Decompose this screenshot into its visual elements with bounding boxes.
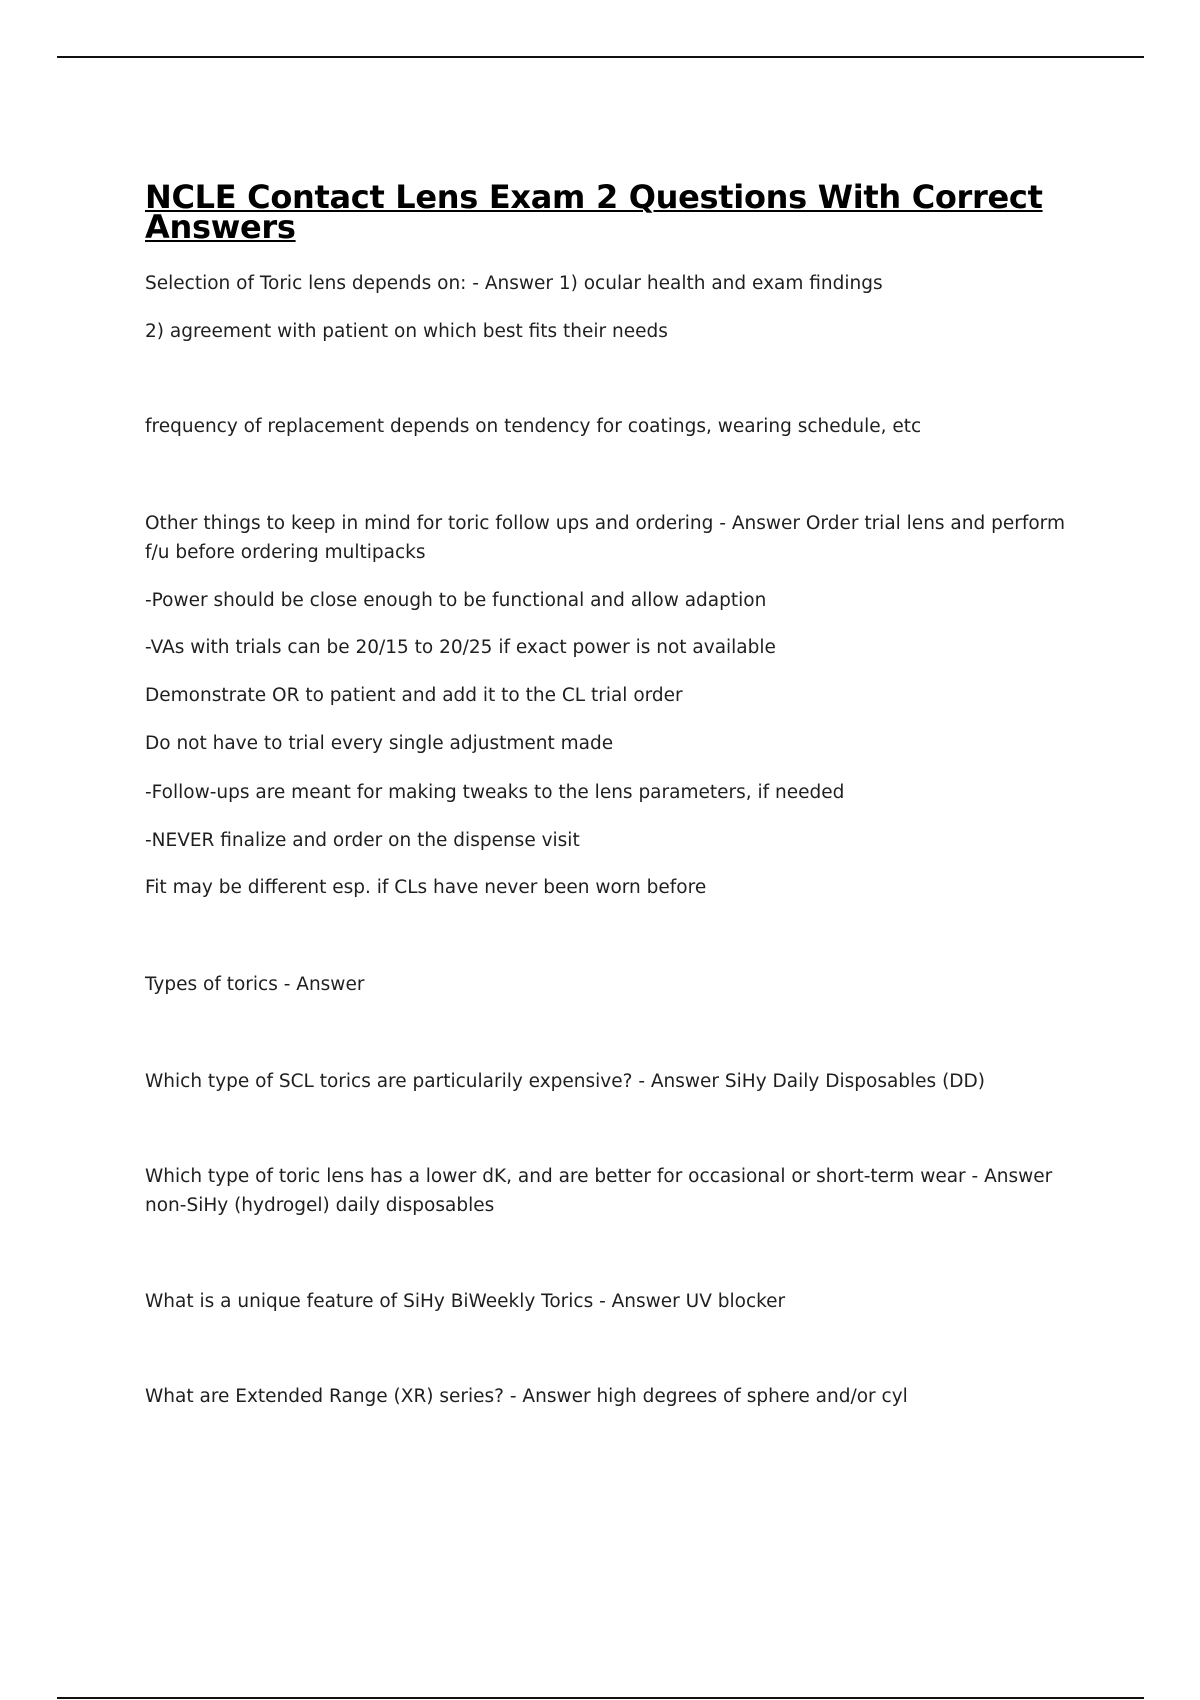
text-line: -NEVER finalize and order on the dispense visit <box>145 830 580 851</box>
text-line: 2) agreement with patient on which best fits their needs <box>145 321 668 342</box>
text-line: Fit may be different esp. if CLs have never been worn before <box>145 877 707 898</box>
top-rule <box>57 56 1144 58</box>
text-line: -Follow-ups are meant for making tweaks to the lens parameters, if needed <box>145 782 845 803</box>
text-line: What are Extended Range (XR) series? - Answer high degrees of sphere and/or cyl <box>145 1386 908 1407</box>
document-title: NCLE Contact Lens Exam 2 Questions With Correct Answers <box>145 178 1043 246</box>
bottom-rule <box>57 1697 1144 1699</box>
text-line: Do not have to trial every single adjustment made <box>145 733 614 754</box>
text-line: Other things to keep in mind for toric follow ups and ordering - Answer Order trial lens and perform f/u before ordering multipacks <box>145 513 1065 563</box>
text-line: Types of torics - Answer <box>145 974 365 995</box>
text-line: Demonstrate OR to patient and add it to the CL trial order <box>145 685 683 706</box>
text-line: Which type of toric lens has a lower dK, and are better for occasional or short-term wear - Answer non-SiHy (hydrogel) daily disposables <box>145 1166 1053 1216</box>
text-line: frequency of replacement depends on tendency for coatings, wearing schedule, etc <box>145 416 922 437</box>
text-line: Selection of Toric lens depends on: - Answer 1) ocular health and exam findings <box>145 273 883 294</box>
text-line: What is a unique feature of SiHy BiWeekly Torics - Answer UV blocker <box>145 1291 786 1312</box>
text-line: -Power should be close enough to be functional and allow adaption <box>145 590 767 611</box>
text-line: Which type of SCL torics are particularily expensive? - Answer SiHy Daily Disposables (DD) <box>145 1071 985 1092</box>
text-line: -VAs with trials can be 20/15 to 20/25 if exact power is not available <box>145 637 776 658</box>
